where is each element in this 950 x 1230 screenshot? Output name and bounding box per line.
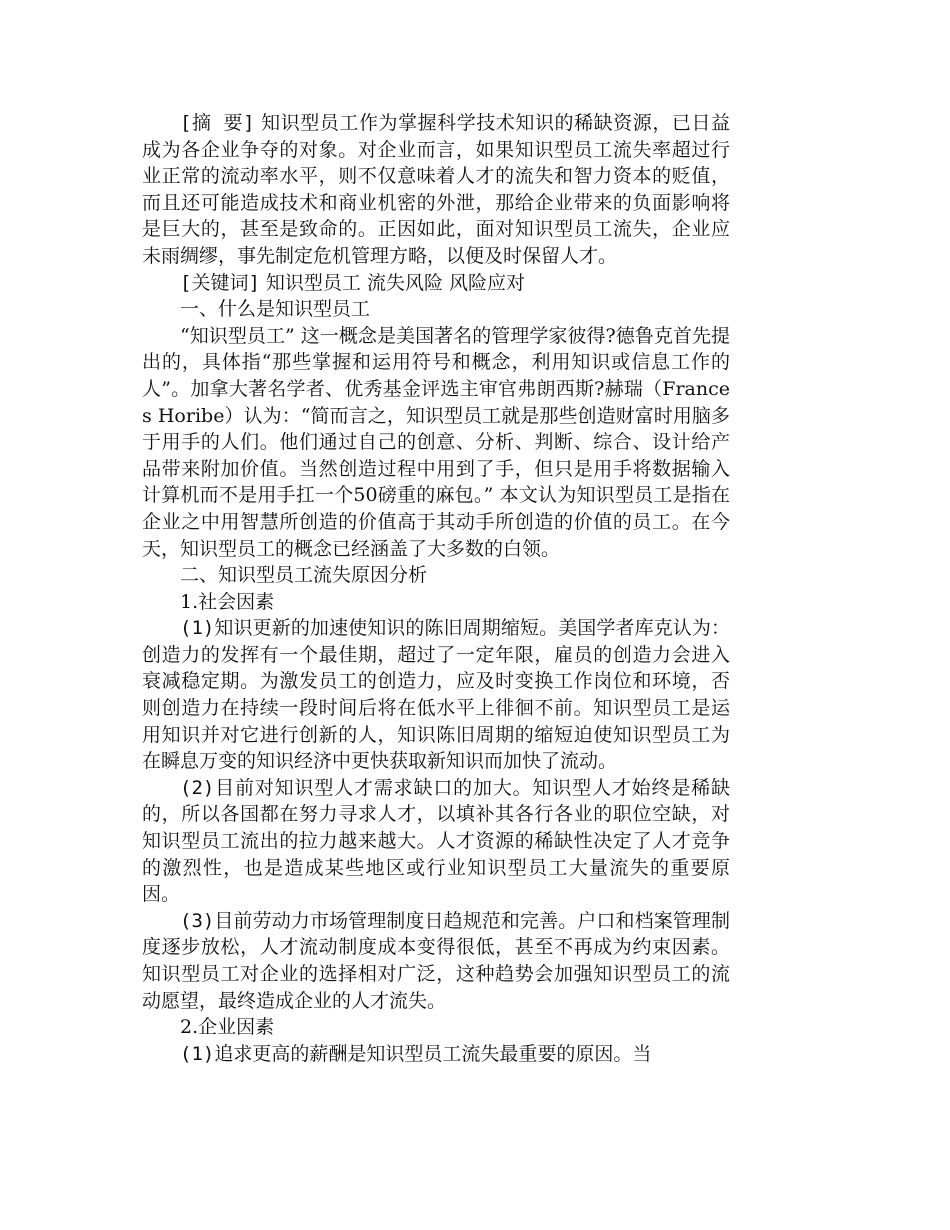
social-item-3	[142, 908, 730, 1014]
abstract-text: 知识型员工作为掌握科学技术知识的稀缺资源，已日益成为各企业争夺的对象。对企业而言，如果知识型员工流失率超过行业正常的流动率水平，则不仅意味着人才的流失和智力资本的贬值，而且还可能造成技术和商业机密的外泄，那给企业带来的负面影响将是巨大的，甚至是致命的。正因如此，面对知识型员工流失，企业应未雨绸缪，事先制定危机管理方略，以便及时保留人才。	[142, 112, 730, 267]
section1-paragraph: “知识型员工” 这一概念是美国著名的管理学家彼得?德鲁克首先提出的，具体指“那些掌握和运用符号和概念，利用知识或信息工作的人”。加拿大著名学者、优秀基金评选主审官弗朗西斯?赫瑞（Frances Horibe）认为：“简而言之，知识型员工就是那些创造财富时用脑多于用手的人们。他们通过自己的创意、分析、判断、综合、设计给产品带来附加价值。当然创造过程中用到了手，但只是用手将数据输入计算机而不是用手扛一个50磅重的麻包。” 本文认为知识型员工是指在企业之中用智慧所创造的价值高于其动手所创造的价值的员工。在今天，知识型员工的概念已经涵盖了大多数的白领。	[142, 324, 730, 560]
item-number: (1)	[180, 1042, 215, 1065]
item-text: 追求更高的薪酬是知识型员工流失最重要的原因。当	[214, 1042, 652, 1065]
subsection-social-heading: 1.社会因素	[180, 590, 275, 613]
enterprise-item-1	[142, 1041, 730, 1068]
item-text: 目前对知识型人才需求缺口的加大。知识型人才始终是稀缺的，所以各国都在努力寻求人才，以填补其各行各业的职位空缺，对知识型员工流出的拉力越来越大。人才资源的稀缺性决定了人才竞争的激烈性，也是造成某些地区或行业知识型员工大量流失的重要原因。	[142, 776, 730, 906]
keywords-line	[142, 270, 730, 297]
item-number: (2)	[180, 776, 215, 799]
item-number: (1)	[180, 617, 215, 640]
abstract-paragraph	[142, 110, 730, 270]
keywords-label: [关键词]	[180, 271, 260, 294]
subsection-enterprise-heading: 2.企业因素	[180, 1016, 275, 1039]
item-text: 知识更新的加速使知识的陈旧周期缩短。美国学者库克认为：创造力的发挥有一个最佳期，超过了一定年限，雇员的创造力会进入衰减稳定期。为激发员工的创造力，应及时变换工作岗位和环境，否则创造力在持续一段时间后将在低水平上徘徊不前。知识型员工是运用知识并对它进行创新的人，知识陈旧周期的缩短迫使知识型员工为在瞬息万变的知识经济中更快获取新知识而加快了流动。	[142, 617, 730, 773]
document-page	[142, 110, 730, 1067]
social-item-2	[142, 775, 730, 908]
section2-heading: 二、知识型员工流失原因分析	[180, 564, 428, 587]
section1-heading: 一、什么是知识型员工	[180, 298, 371, 321]
keywords-text: 知识型员工 流失风险 风险应对	[259, 271, 526, 294]
abstract-label: [摘 要]	[180, 112, 255, 134]
social-item-1	[142, 615, 730, 775]
item-number: (3)	[180, 909, 215, 932]
item-text: 目前劳动力市场管理制度日趋规范和完善。户口和档案管理制度逐步放松，人才流动制度成本变得很低，甚至不再成为约束因素。知识型员工对企业的选择相对广泛，这种趋势会加强知识型员工的流动愿望，最终造成企业的人才流失。	[142, 909, 730, 1012]
